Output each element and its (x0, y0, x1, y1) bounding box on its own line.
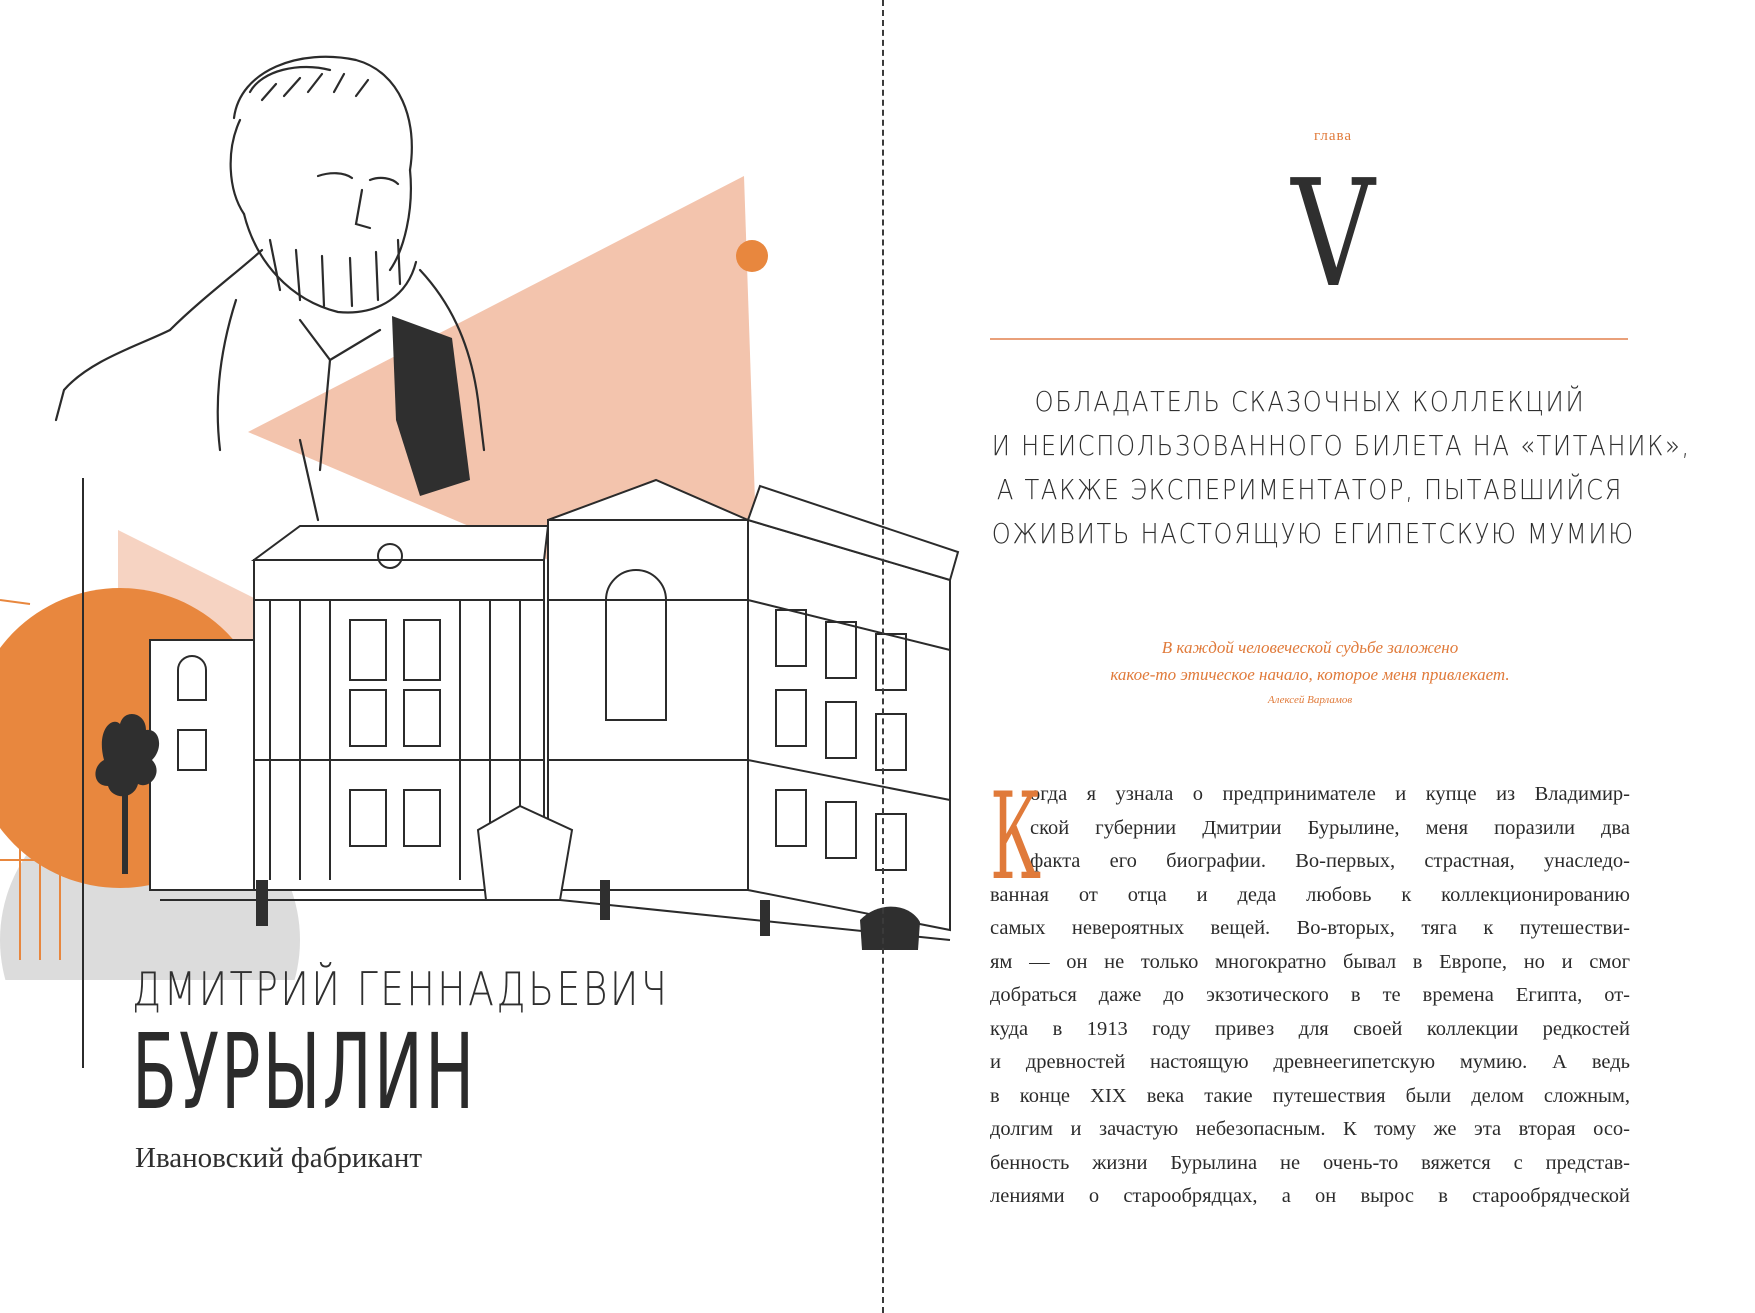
epigraph-line: В каждой человеческой судьбе заложено (1161, 638, 1459, 657)
illustration-svg (0, 0, 980, 980)
chapter-title-line: И НЕИСПОЛЬЗОВАННОГО БИЛЕТА НА «ТИТАНИК», (991, 429, 1691, 462)
orange-dot (736, 240, 768, 272)
epigraph-author: Алексей Варламов (1267, 694, 1353, 706)
person-first-names: ДМИТРИЙ ГЕННАДЬЕВИЧ (132, 962, 670, 1016)
chapter-divider (990, 338, 1628, 340)
body-line: куда в 1913 году привез для своей коллекции редкостей (990, 1017, 1630, 1040)
illustration (0, 0, 980, 980)
body-line: лениями о старообрядцах, а он вырос в старообрядческой (990, 1185, 1630, 1207)
body-line: в конце XIX века такие путешествия были делом сложным, (990, 1084, 1630, 1107)
epigraph (1040, 634, 1580, 706)
body-text (990, 768, 1630, 1214)
building-sketch (150, 480, 958, 940)
body-line: ванная от отца и деда любовь к коллекционированию (990, 883, 1630, 906)
chapter-number: V (1291, 148, 1375, 320)
chapter-label: глава (1313, 128, 1353, 144)
body-line: долгим и зачастую небезопасным. К тому же эта вторая осо- (990, 1118, 1630, 1140)
chapter-title-line: ОБЛАДАТЕЛЬ СКАЗОЧНЫХ КОЛЛЕКЦИЙ (1034, 385, 1586, 418)
vertical-rule (82, 478, 84, 1068)
body-line: и древностей настоящую древнеегипетскую мумию. А ведь (990, 1051, 1630, 1073)
chapter-title-line: ОЖИВИТЬ НАСТОЯЩУЮ ЕГИПЕТСКУЮ МУМИЮ (991, 517, 1635, 550)
body-line: ской губернии Дмитрии Бурылине, меня поразили два (1030, 816, 1630, 839)
body-line: ям — он не только многократно бывал в Европе, но и смог (990, 950, 1630, 973)
body-line: бенность жизни Бурылина не очень-то вяжется с представ- (990, 1151, 1630, 1174)
body-line: добраться даже до экзотического в те времена Египта, от- (990, 984, 1630, 1006)
person-last-name: БУРЫЛИН (132, 1011, 477, 1133)
dropcap: К (990, 768, 1042, 907)
epigraph-line: какое-то этическое начало, которое меня привлекает. (1110, 665, 1510, 684)
person-subtitle: Ивановский фабрикант (135, 1142, 423, 1174)
page-fold-dashed-line (882, 0, 884, 1313)
body-line: самых невероятных вещей. Во-вторых, тяга к путешестви- (990, 917, 1630, 939)
body-line: огда я узнала о предпринимателе и купце из Владимир- (1030, 783, 1630, 805)
body-line: факта его биографии. Во-первых, страстная, унаследо- (1030, 850, 1630, 872)
chapter-title (940, 380, 1691, 556)
chapter-title-line: А ТАКЖЕ ЭКСПЕРИМЕНТАТОР, ПЫТАВШИЙСЯ (996, 473, 1624, 506)
